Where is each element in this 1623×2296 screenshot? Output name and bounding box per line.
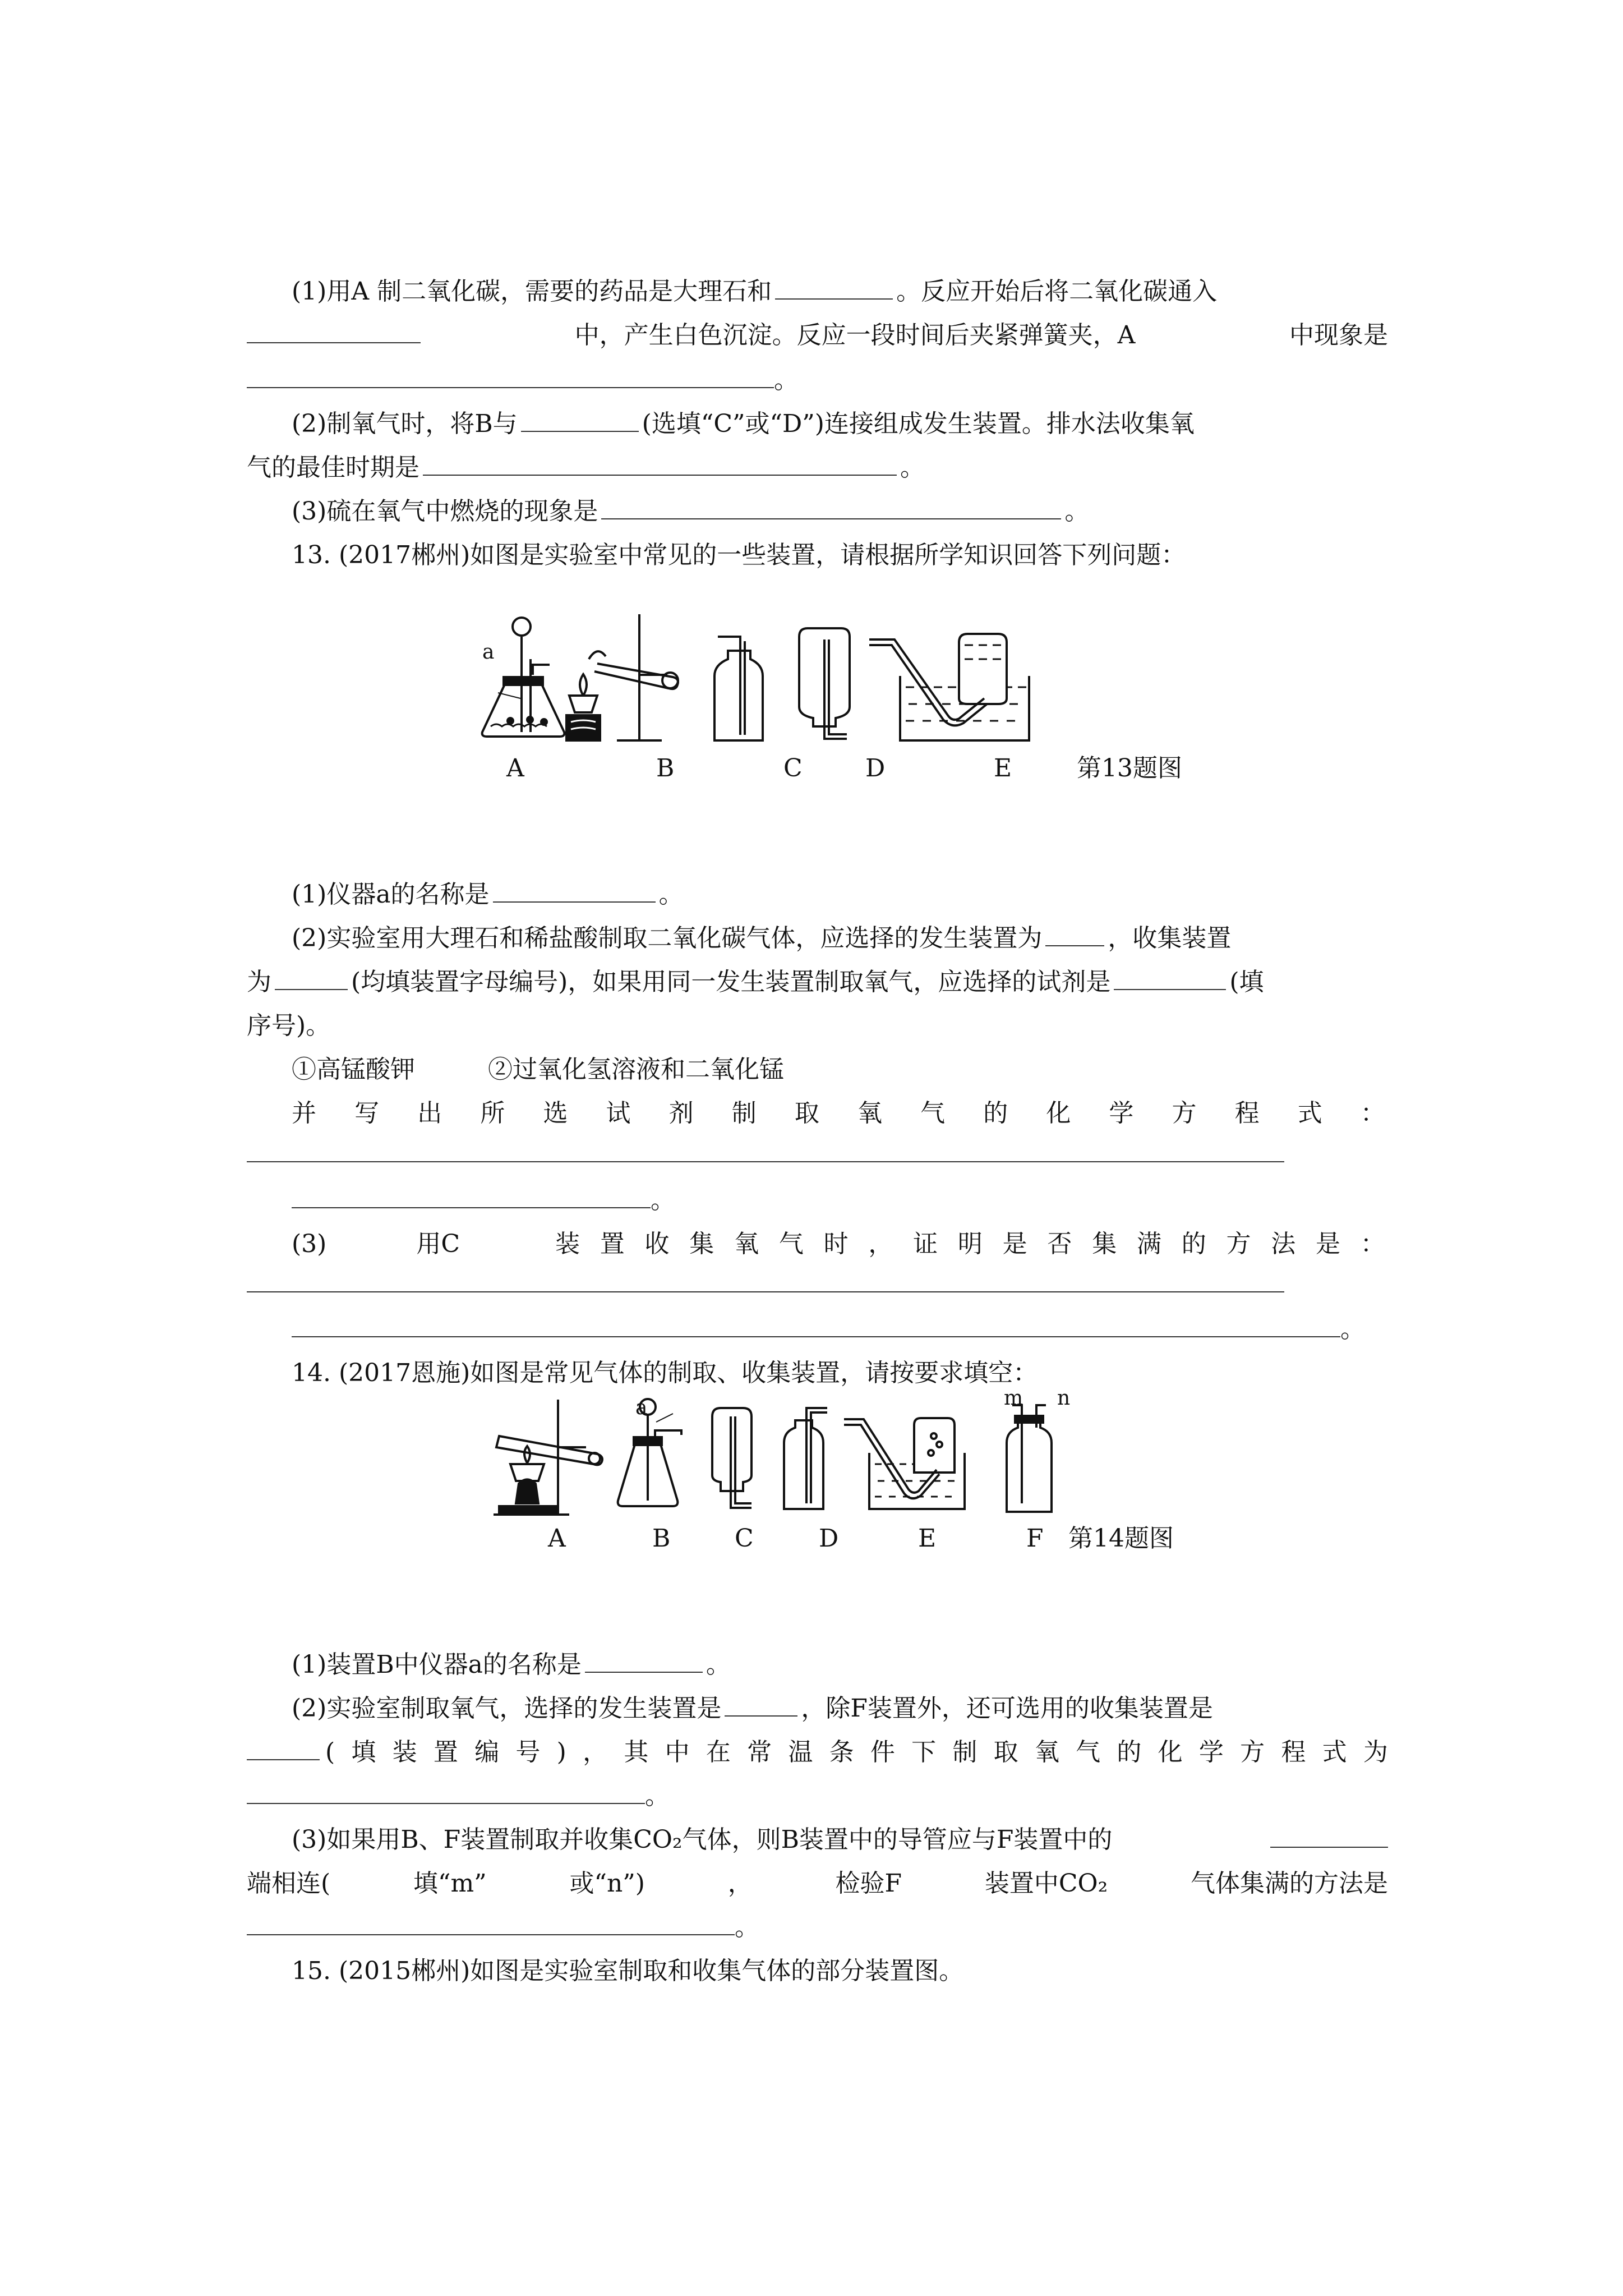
q14-blank-6[interactable] xyxy=(247,1911,735,1935)
q13-blank-2[interactable] xyxy=(1045,922,1104,946)
q14-label-d: D xyxy=(819,1524,839,1553)
q14-label-b: B xyxy=(652,1524,671,1553)
q14-label-c: C xyxy=(735,1524,754,1553)
q13-label-d: D xyxy=(865,754,886,783)
q13-apparatus-e xyxy=(869,634,1029,740)
q13-mark-a: a xyxy=(482,641,495,664)
q13-line3: 为 (均填装置字母编号)，如果用同一发生装置制取氧气，应选择的试剂是 (填 xyxy=(247,965,1396,999)
q13-apparatus-b xyxy=(566,614,678,740)
q13-options xyxy=(292,1053,1441,1087)
q14-line1: (1)装置B中仪器a的名称是 。 xyxy=(292,1648,1441,1682)
q12-line1: (1)用A 制二氧化碳，需要的药品是大理石和 。反应开始后将二氧化碳通入 xyxy=(292,275,1441,309)
q14-stem: 14. (2017恩施)如图是常见气体的制取、收集装置，请按要求填空： xyxy=(292,1359,1038,1387)
q12-line4: (2)制氧气时，将B与 (选填“C”或“D”)连接组成发生装置。排水法收集氧 xyxy=(292,407,1441,441)
q14-mark-a: a xyxy=(635,1396,648,1419)
q14-mark-n: n xyxy=(1057,1387,1071,1410)
q14-blank-1[interactable] xyxy=(585,1648,703,1673)
q13-label-b: B xyxy=(656,754,675,783)
q14-label-a: A xyxy=(548,1524,566,1553)
q13-stem: 13. (2017郴州)如图是实验室中常见的一些装置，请根据所学知识回答下列问题： xyxy=(292,541,1186,569)
q14-apparatus-d xyxy=(784,1408,827,1509)
q13-label-a: A xyxy=(506,754,524,783)
q14-line4: 。 xyxy=(247,1779,1396,1813)
q12-line3: 。 xyxy=(247,364,1396,397)
q13-blank-1[interactable] xyxy=(493,878,656,903)
q13-option-1: ①高锰酸钾 xyxy=(292,1055,415,1084)
q13-eq-blank-2[interactable] xyxy=(292,1184,651,1208)
q13-p3-blank-2[interactable] xyxy=(292,1313,1340,1337)
q14-apparatus-f xyxy=(1007,1405,1052,1512)
q13-line2: (2)实验室用大理石和稀盐酸制取二氧化碳气体，应选择的发生装置为 ，收集装置 xyxy=(292,922,1441,955)
q13-caption: 第13题图 xyxy=(1077,754,1182,783)
q13-option-2: ②过氧化氢溶液和二氧化锰 xyxy=(488,1055,784,1084)
q14-label-e: E xyxy=(918,1524,937,1553)
q14-apparatus-e xyxy=(844,1418,965,1509)
q13-blank-3[interactable] xyxy=(275,965,348,990)
q14-figure xyxy=(488,1391,1071,1520)
q12-blank-5[interactable] xyxy=(423,451,897,476)
q14-blank-4[interactable] xyxy=(247,1779,645,1804)
q13-p3-blank-1[interactable] xyxy=(247,1290,1284,1292)
q13-line-p3: (3) 用C 装 置 收 集 氧 气 时 ， 证 明 是 否 集 满 的 方 法 是 ： xyxy=(292,1230,1385,1258)
q14-label-f: F xyxy=(1026,1524,1044,1553)
q14-mark-m: m xyxy=(1004,1387,1023,1410)
q14-line6: 端相连( 填“m” 或“n”) ， 检验F 装置中CO₂ 气体集满的方法是 xyxy=(247,1869,1388,1898)
q14-line3: ( 填 装 置 编 号 ) ， 其 中 在 常 温 条 件 下 制 取 氧 气 的 化 学 方 程 式 为 xyxy=(247,1736,1388,1769)
q14-line2: (2)实验室制取氧气，选择的发生装置是 ，除F装置外，还可选用的收集装置是 xyxy=(292,1692,1441,1726)
q14-apparatus-a xyxy=(494,1400,602,1515)
q14-caption: 第14题图 xyxy=(1068,1524,1174,1553)
q13-p3-line2: 。 xyxy=(292,1313,1441,1346)
q15-stem: 15. (2015郴州)如图是实验室制取和收集气体的部分装置图。 xyxy=(292,1957,964,1985)
q13-apparatus-c xyxy=(714,637,763,740)
q12-line5: 气的最佳时期是 。 xyxy=(247,451,1396,485)
q13-blank-4[interactable] xyxy=(1114,965,1226,990)
q13-apparatus-d xyxy=(799,628,850,739)
q13-eq-line2: 。 xyxy=(292,1184,1441,1217)
q14-blank-3[interactable] xyxy=(247,1736,320,1760)
q12-blank-2[interactable] xyxy=(247,319,421,343)
q14-blank-2[interactable] xyxy=(725,1692,797,1717)
q12-blank-4[interactable] xyxy=(521,407,639,432)
q14-blank-5[interactable] xyxy=(1270,1823,1388,1848)
q14-apparatus-c xyxy=(712,1408,751,1508)
q14-line5: (3)如果用B、F装置制取并收集CO₂气体，则B装置中的导管应与F装置中的 xyxy=(292,1823,1388,1857)
q13-eq-blank-1[interactable] xyxy=(247,1160,1284,1162)
q12-line2: 中，产生白色沉淀。反应一段时间后夹紧弹簧夹，A 中现象是 xyxy=(247,319,1388,352)
q12-blank-6[interactable] xyxy=(601,495,1061,519)
q13-label-e: E xyxy=(994,754,1012,783)
q13-figure xyxy=(477,614,1110,749)
q13-label-c: C xyxy=(783,754,803,783)
q12-line6: (3)硫在氧气中燃烧的现象是 。 xyxy=(292,495,1441,528)
q13-line1: (1)仪器a的名称是 。 xyxy=(292,878,1441,912)
q14-line7: 。 xyxy=(247,1911,1396,1944)
q12-blank-1[interactable] xyxy=(775,275,893,300)
q14-apparatus-b xyxy=(618,1399,681,1506)
q13-eq-prompt: 并 写 出 所 选 试 剂 制 取 氧 气 的 化 学 方 程 式 ： xyxy=(292,1099,1385,1128)
q13-line4: 序号)。 xyxy=(247,1011,331,1040)
q13-apparatus-a xyxy=(482,618,565,737)
q12-blank-3[interactable] xyxy=(247,364,774,388)
